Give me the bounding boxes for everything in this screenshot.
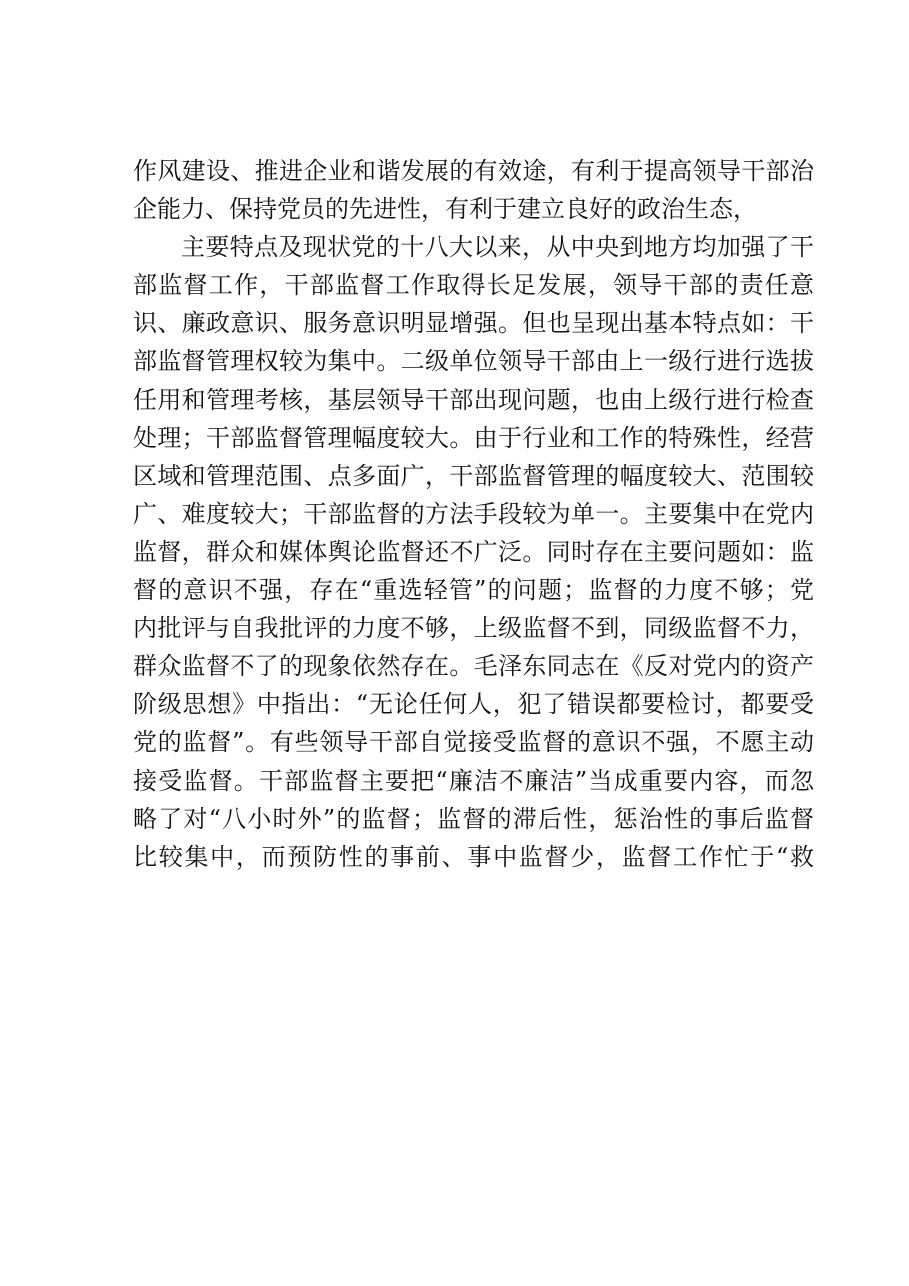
text-line: 督的意识不强，存在“重选轻管”的问题；监督的力度不够；党 — [133, 576, 814, 605]
text-line: 部监督工作，干部监督工作取得长足发展，领导干部的责任意 — [133, 271, 814, 300]
text-line: 内批评与自我批评的力度不够，上级监督不到，同级监督不力， — [133, 614, 814, 643]
text-line: 群众监督不了的现象依然存在。毛泽东同志在《反对党内的资产 — [133, 652, 814, 681]
text-line: 党的监督”。有些领导干部自觉接受监督的意识不强，不愿主动 — [133, 728, 814, 757]
text-line: 比较集中，而预防性的事前、事中监督少，监督工作忙于“救 — [133, 842, 814, 871]
text-line: 处理；干部监督管理幅度较大。由于行业和工作的特殊性，经营 — [133, 423, 814, 452]
text-line: 任用和管理考核，基层领导干部出现问题，也由上级行进行检查 — [133, 385, 814, 414]
text-line: 识、廉政意识、服务意识明显增强。但也呈现出基本特点如：干 — [133, 309, 814, 338]
text-line: 监督，群众和媒体舆论监督还不广泛。同时存在主要问题如：监 — [133, 537, 814, 566]
text-line: 企能力、保持党员的先进性，有利于建立良好的政治生态， — [133, 195, 757, 224]
text-line: 阶级思想》中指出：“无论任何人，犯了错误都要检讨，都要受 — [133, 690, 814, 719]
text-line: 广、难度较大；干部监督的方法手段较为单一。主要集中在党内 — [133, 499, 814, 528]
text-line: 接受监督。干部监督主要把“廉洁不廉洁”当成重要内容，而忽 — [133, 766, 814, 795]
text-line: 略了对“八小时外”的监督；监督的滞后性，惩治性的事后监督 — [133, 804, 814, 833]
text-line: 作风建设、推进企业和谐发展的有效途，有利于提高领导干部治 — [133, 157, 814, 185]
body-text — [133, 152, 823, 876]
text-line: 部监督管理权较为集中。二级单位领导干部由上一级行进行选拔 — [133, 347, 814, 376]
paragraph-first-line: 主要特点及现状党的十八大以来，从中央到地方均加强了干 — [181, 233, 814, 262]
text-line: 区域和管理范围、点多面广，干部监督管理的幅度较大、范围较 — [133, 461, 814, 490]
